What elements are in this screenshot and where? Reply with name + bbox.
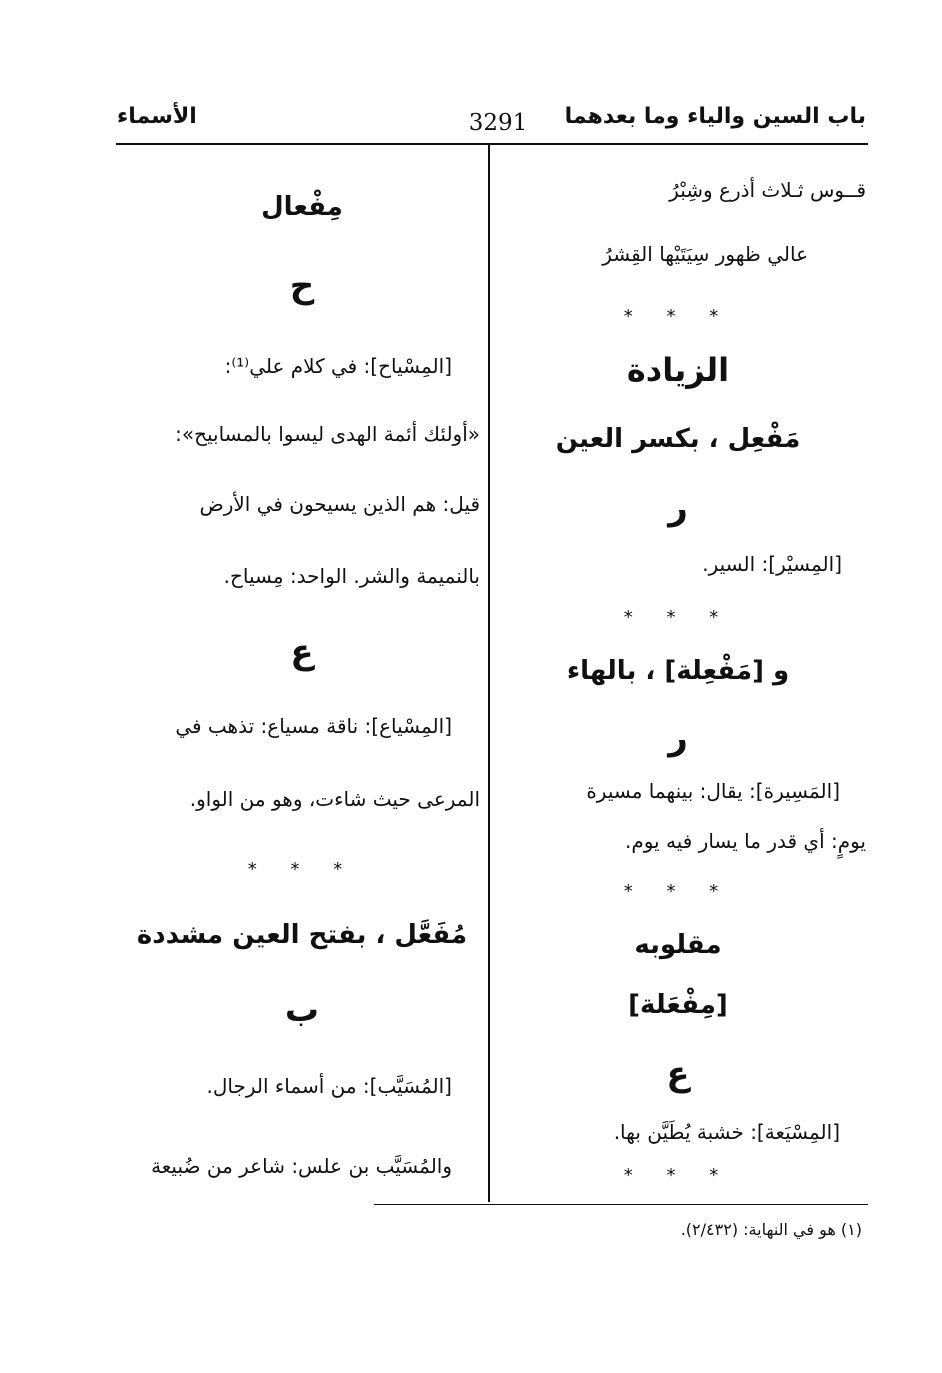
- entry-text: [المِسْياع]: ناقة مسياع: تذهب في: [175, 714, 452, 738]
- entry-text: المرعى حيث شاءت، وهو من الواو.: [189, 787, 480, 811]
- separator-stars: * * *: [623, 306, 733, 327]
- entry-text: والمُسَيَّب بن علس: شاعر من ضُبيعة: [151, 1154, 452, 1178]
- page-number: 3291: [468, 110, 528, 136]
- pattern-heading: و [مَفْعِلة] ، بالهاء: [566, 656, 790, 686]
- entry-text: يومٍ: أي قدر ما يسار فيه يوم.: [624, 829, 866, 853]
- entry-text: [المَسِيرة]: يقال: بينهما مسيرة: [586, 779, 840, 803]
- entry-text: [المُسَيَّب]: من أسماء الرجال.: [206, 1074, 452, 1098]
- pattern-heading: مَفْعِل ، بكسر العين: [555, 424, 801, 454]
- entry-text: بالنميمة والشر. الواحد: مِسياح.: [223, 564, 480, 588]
- running-header-chapter: باب السين والياء وما بعدهما: [564, 104, 866, 129]
- footnote: (١) هو في النهاية: (٢/٤٣٢).: [680, 1220, 862, 1239]
- entry-text: [المِسْياح]: في كلام علي⁽¹⁾:: [224, 354, 452, 378]
- header-rule: [116, 143, 868, 145]
- pattern-heading: مُفَعَّل ، بفتح العين مشددة: [136, 920, 468, 950]
- separator-stars: * * *: [623, 1165, 733, 1186]
- separator-stars: * * *: [247, 859, 357, 880]
- root-letter: ر: [668, 718, 688, 758]
- root-letter: ع: [666, 1054, 690, 1094]
- section-heading: الزيادة: [626, 351, 730, 389]
- separator-stars: * * *: [623, 607, 733, 628]
- footnote-rule: [374, 1204, 868, 1205]
- separator-stars: * * *: [623, 881, 733, 902]
- entry-text: «أولئك أئمة الهدى ليسوا بالمسابيح»:: [175, 422, 480, 446]
- verse-line-2: عالي ظهور سِيَتَيْها القِشرُ: [602, 242, 808, 266]
- entry-text: [المِسْيَعة]: خشبة يُطَيَّن بها.: [613, 1120, 840, 1144]
- running-header-section: الأسماء: [117, 104, 197, 129]
- pattern-heading: [مِفْعَلة]: [628, 990, 728, 1020]
- entry-text: [المِسيْر]: السير.: [702, 552, 842, 576]
- root-letter: ر: [668, 488, 688, 528]
- verse-line-1: قــوس ثـلاث أذرع وشِبْرُ: [669, 178, 866, 202]
- entry-text: قيل: هم الذين يسيحون في الأرض: [199, 492, 480, 516]
- pattern-heading: مقلوبه: [634, 930, 722, 960]
- root-letter: ح: [289, 266, 315, 306]
- root-letter: ب: [284, 990, 320, 1030]
- pattern-heading: مِفْعال: [261, 192, 343, 222]
- root-letter: ع: [290, 632, 314, 672]
